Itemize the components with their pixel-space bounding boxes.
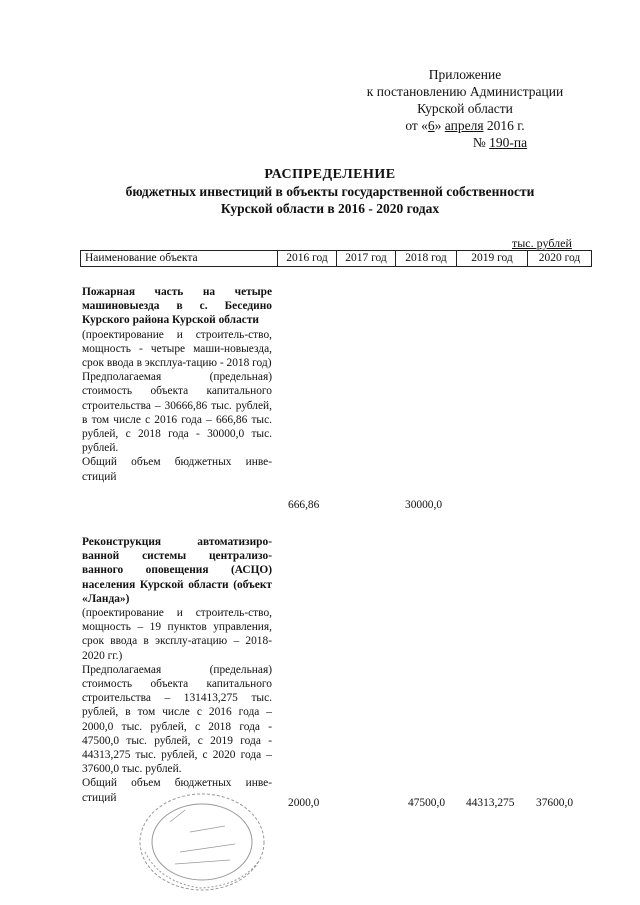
appendix-date-month: апреля (444, 118, 484, 133)
object-name: Реконструкция автоматизиро-ванной системы централизо-ванного оповещения (АСЦО) населения Курской области (объект «Ланда») (82, 536, 272, 605)
object-entry-2 (82, 535, 272, 805)
object-total-label: Общий объем бюджетных инве-стиций (82, 456, 272, 483)
appendix-title: Приложение (428, 67, 502, 82)
object-name: Пожарная часть на четыре машиновыезда в с. Беседино Курского района Курской области (82, 286, 272, 327)
title-line-3: Курской области в 2016 - 2020 годах (220, 201, 440, 216)
object-1-value-2018: 30000,0 (405, 499, 443, 511)
table-header (80, 250, 592, 267)
header-2017: 2017 год (336, 251, 395, 266)
seal-stamp-icon (130, 782, 270, 892)
object-2-value-2019: 44313,275 (466, 797, 515, 809)
appendix-date: от «6» апреля 2016 г. (405, 118, 525, 133)
appendix-decree: к постановлению Администрации (366, 84, 564, 99)
object-entry-1 (82, 285, 272, 484)
document-title (60, 166, 600, 217)
header-2016: 2016 год (277, 251, 336, 266)
object-2-value-2020: 37600,0 (536, 797, 574, 809)
appendix-number: № 190-па (472, 135, 528, 150)
header-object-name: Наименование объекта (85, 252, 198, 264)
object-2-value-2018: 47500,0 (408, 797, 446, 809)
units-label: тыс. рублей (512, 236, 572, 250)
object-details: (проектирование и строитель-ство, мощность - четыре маши-новыезда, срок ввода в эксплуа-тацию - 2018 год) (82, 328, 272, 370)
appendix-date-year: 2016 г. (486, 118, 525, 133)
object-details: (проектирование и строитель-ство, мощность – 19 пунктов управления, срок ввода в эксплу-атацию – 2018-2020 гг.) (82, 607, 272, 662)
object-1-value-2016: 666,86 (288, 499, 320, 511)
object-2-value-2016: 2000,0 (288, 797, 320, 809)
header-2018: 2018 год (395, 251, 456, 266)
title-main: РАСПРЕДЕЛЕНИЕ (264, 167, 396, 182)
header-2019: 2019 год (456, 251, 527, 266)
object-total-label: Общий объем бюджетных инве-стиций (82, 777, 272, 804)
appendix-date-day: 6 (427, 118, 435, 133)
appendix-block (330, 66, 600, 151)
appendix-region: Курской области (417, 101, 513, 116)
object-cost: Предполагаемая (предельная) стоимость объекта капитального строительства – 131413,275 тыс. рублей, в том числе с 2016 года – 2000,0 тыс. рублей, с 2018 года - 47500,0 тыс. рублей, с 2019 года - 44313,275 тыс. рублей, с 2020 года – 37600,0 тыс. рублей. (82, 663, 272, 776)
title-line-2: бюджетных инвестиций в объекты государственной собственности (125, 184, 535, 199)
header-2020: 2020 год (527, 251, 591, 266)
object-cost: Предполагаемая (предельная) стоимость объекта капитального строительства – 30666,86 тыс. рублей, в том числе с 2016 года – 666,86 тыс. рублей, с 2018 года - 30000,0 тыс. рублей. (82, 371, 272, 455)
